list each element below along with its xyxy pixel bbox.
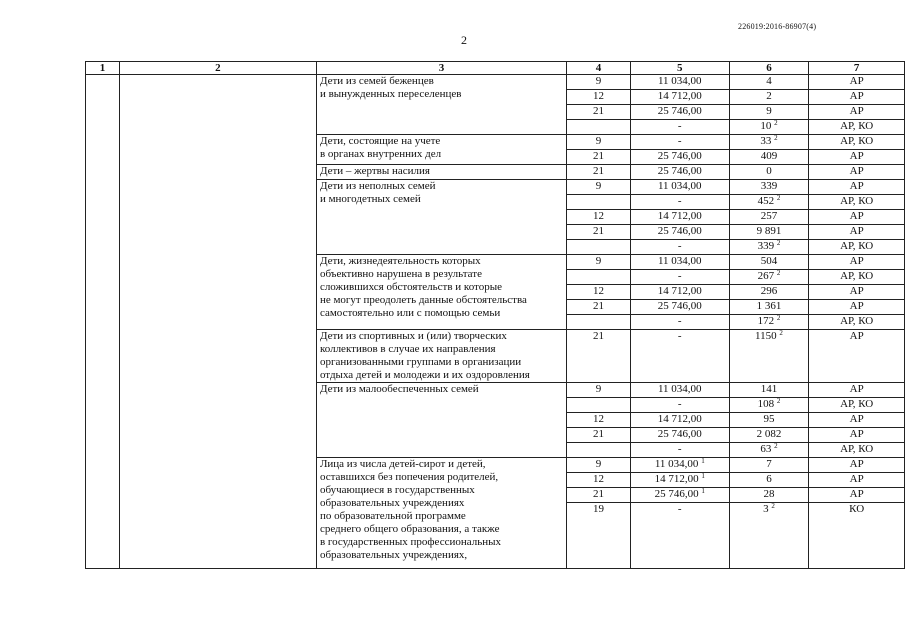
category-label-cell — [316, 458, 566, 569]
table-row — [86, 75, 905, 90]
cell-c7 — [809, 90, 905, 105]
cell-c5 — [630, 75, 729, 90]
cell-value: 14 712,00 — [657, 90, 702, 102]
cell-value: АР — [849, 488, 864, 500]
cell-c7 — [809, 240, 905, 255]
cell-c7 — [809, 473, 905, 488]
cell-c6 — [729, 240, 809, 255]
cell-value: АР, КО — [840, 315, 874, 327]
cell-value: АР, КО — [840, 240, 874, 252]
cell-value: 0 — [766, 165, 772, 177]
column-2-cell — [119, 75, 316, 569]
cell-c7 — [809, 285, 905, 300]
cell-c6 — [729, 428, 809, 443]
cell-c4 — [567, 90, 631, 105]
cell-c4 — [567, 180, 631, 195]
cell-value: 25 746,00 — [657, 150, 702, 162]
footnote-marker: 2 — [774, 134, 778, 142]
cell-value: 4 — [766, 75, 772, 87]
cell-value: АР, КО — [840, 120, 874, 132]
cell-c5 — [630, 135, 729, 150]
category-label: Лица из числа детей-сирот и детей, оставшихся без попечения родителей, обучающиеся в государственных образовательных учреждениях по образовательной программе среднего общего образования, а также в государственных профессиональных образовательных учреждениях, — [319, 458, 502, 561]
category-label-cell — [316, 75, 566, 135]
cell-value: 11 034,00 — [657, 383, 702, 395]
cell-c5 — [630, 458, 729, 473]
document-registration-number: 226019:2016-86907(4) — [738, 22, 817, 31]
cell-value: 11 034,00 — [654, 458, 699, 470]
cell-value: 12 — [593, 210, 605, 222]
cell-value: АР — [849, 413, 864, 425]
cell-value: 2 082 — [756, 428, 782, 440]
category-label: Дети, жизнедеятельность которых объективно нарушена в результате сложившихся обстоятельств и которые не могут преодолеть данные обстоятельства самостоятельно или с помощью семьи — [319, 255, 527, 319]
cell-c7 — [809, 105, 905, 120]
cell-value: 21 — [593, 105, 605, 117]
cell-c5 — [630, 225, 729, 240]
cell-value: - — [677, 443, 682, 455]
cell-value: 9 — [595, 75, 602, 87]
column-header: 2 — [119, 62, 316, 75]
cell-c5 — [630, 488, 729, 503]
cell-c7 — [809, 458, 905, 473]
cell-value: 504 — [760, 255, 778, 267]
cell-value: 267 — [757, 270, 775, 282]
cell-c7 — [809, 503, 905, 569]
cell-value: 108 — [757, 398, 775, 410]
cell-value: - — [677, 315, 682, 327]
cell-c5 — [630, 165, 729, 180]
cell-value: 9 — [595, 458, 602, 470]
cell-value: - — [677, 120, 682, 132]
cell-value: АР — [849, 255, 864, 267]
cell-value: 12 — [593, 285, 605, 297]
cell-c6 — [729, 255, 809, 270]
cell-c4 — [567, 165, 631, 180]
cell-value: АР — [849, 383, 864, 395]
cell-value: 7 — [766, 458, 772, 470]
cell-value: 339 — [760, 180, 778, 192]
cell-value: АР — [849, 473, 864, 485]
cell-c4 — [567, 383, 631, 398]
cell-c7 — [809, 255, 905, 270]
cell-c7 — [809, 210, 905, 225]
cell-c4 — [567, 150, 631, 165]
cell-value: - — [677, 135, 682, 147]
cell-c7 — [809, 180, 905, 195]
cell-c7 — [809, 195, 905, 210]
cell-c4 — [567, 413, 631, 428]
cell-value: 257 — [760, 210, 778, 222]
cell-value: 21 — [593, 300, 605, 312]
cell-value: 1 361 — [756, 300, 782, 312]
cell-value: 141 — [760, 383, 778, 395]
cell-value: 9 — [766, 105, 772, 117]
cell-value: 25 746,00 — [657, 428, 702, 440]
column-header: 7 — [809, 62, 905, 75]
category-label: Дети из малообеспеченных семей — [319, 383, 479, 395]
cell-c6 — [729, 315, 809, 330]
cell-c7 — [809, 270, 905, 285]
cell-value: 11 034,00 — [657, 255, 702, 267]
cell-value: АР — [849, 210, 864, 222]
cell-c6 — [729, 165, 809, 180]
cell-value: 12 — [593, 413, 605, 425]
cell-c7 — [809, 165, 905, 180]
cell-value: АР, КО — [840, 398, 874, 410]
cell-value: АР — [849, 180, 864, 192]
footnote-marker: 1 — [701, 472, 705, 480]
cell-value: 21 — [593, 330, 605, 342]
category-label-cell — [316, 255, 566, 330]
footnote-marker: 2 — [771, 502, 775, 510]
cell-value: 3 — [763, 503, 769, 515]
cell-value: - — [677, 240, 682, 252]
footnote-marker: 2 — [776, 239, 781, 247]
cell-value: 1150 — [755, 330, 777, 342]
cell-value: 14 712,00 — [657, 210, 702, 222]
column-header: 1 — [86, 62, 120, 75]
cell-c6 — [729, 105, 809, 120]
cell-value: 21 — [593, 150, 605, 162]
cell-c4 — [567, 105, 631, 120]
cell-c4 — [567, 255, 631, 270]
cell-value: АР, КО — [840, 270, 874, 282]
cell-c5 — [630, 90, 729, 105]
cell-value: АР — [849, 225, 864, 237]
cell-c4 — [567, 75, 631, 90]
footnote-marker: 2 — [776, 397, 781, 405]
cell-c4 — [567, 240, 631, 255]
cell-c4 — [567, 428, 631, 443]
table-header-row — [86, 62, 905, 75]
cell-c6 — [729, 383, 809, 398]
cell-c7 — [809, 300, 905, 315]
cell-c6 — [729, 503, 809, 569]
cell-c5 — [630, 180, 729, 195]
cell-c5 — [630, 428, 729, 443]
cell-c6 — [729, 398, 809, 413]
cell-c6 — [729, 443, 809, 458]
cell-value: 12 — [593, 473, 605, 485]
cell-value: 6 — [766, 473, 772, 485]
cell-c5 — [630, 398, 729, 413]
category-label: Дети из спортивных и (или) творческих коллективов в случае их направления организованными группами в организации отдыха детей и молодежи и их оздоровления — [319, 330, 530, 381]
cell-value: 9 — [595, 180, 602, 192]
footnote-marker: 2 — [774, 442, 778, 450]
cell-value: 9 — [595, 383, 602, 395]
cell-value: 9 — [595, 135, 602, 147]
cell-c7 — [809, 413, 905, 428]
cell-c6 — [729, 330, 809, 383]
cell-c5 — [630, 150, 729, 165]
column-header: 5 — [630, 62, 729, 75]
cell-c4 — [567, 330, 631, 383]
footnote-marker: 2 — [779, 329, 783, 337]
cell-c5 — [630, 330, 729, 383]
category-label: Дети – жертвы насилия — [319, 165, 430, 177]
cell-value: - — [677, 330, 682, 342]
cell-value: 95 — [763, 413, 775, 425]
cell-value: 25 746,00 — [657, 165, 702, 177]
cell-value: АР — [849, 150, 864, 162]
cell-value: 25 746,00 — [657, 105, 702, 117]
column-header: 3 — [316, 62, 566, 75]
cell-value: 21 — [593, 225, 605, 237]
cell-c5 — [630, 473, 729, 488]
cell-value: - — [677, 270, 682, 282]
cell-c7 — [809, 225, 905, 240]
cell-value: 11 034,00 — [657, 180, 702, 192]
cell-value: 2 — [766, 90, 772, 102]
cell-c5 — [630, 503, 729, 569]
cell-value: АР — [849, 285, 864, 297]
cell-value: 63 — [760, 443, 772, 455]
cell-value: АР — [849, 330, 864, 342]
cell-value: 9 891 — [756, 225, 782, 237]
cell-value: 25 746,00 — [657, 225, 702, 237]
cell-value: АР, КО — [840, 135, 874, 147]
cell-c7 — [809, 75, 905, 90]
cell-value: 172 — [757, 315, 775, 327]
footnote-marker: 2 — [776, 314, 781, 322]
cell-c7 — [809, 383, 905, 398]
cell-c5 — [630, 195, 729, 210]
cell-c4 — [567, 488, 631, 503]
cell-c7 — [809, 443, 905, 458]
category-label-cell — [316, 135, 566, 165]
cell-value: 14 712,00 — [657, 413, 702, 425]
cell-c4 — [567, 225, 631, 240]
category-label-cell — [316, 383, 566, 458]
column-1-cell — [86, 75, 120, 569]
category-label-cell — [316, 180, 566, 255]
cell-c7 — [809, 135, 905, 150]
cell-value: 339 — [757, 240, 775, 252]
cell-value: АР — [849, 90, 864, 102]
cell-c7 — [809, 120, 905, 135]
cell-value: АР — [849, 165, 864, 177]
cell-c6 — [729, 225, 809, 240]
footnote-marker: 1 — [701, 487, 705, 495]
cell-c4 — [567, 398, 631, 413]
cell-value: КО — [849, 503, 865, 515]
cell-c7 — [809, 150, 905, 165]
cell-value: 14 712,00 — [654, 473, 699, 485]
cell-value: 21 — [593, 165, 605, 177]
cell-c5 — [630, 383, 729, 398]
cell-c5 — [630, 240, 729, 255]
footnote-marker: 2 — [776, 269, 781, 277]
cell-value: 11 034,00 — [657, 75, 702, 87]
cell-value: АР — [849, 105, 864, 117]
footnote-marker: 2 — [776, 194, 781, 202]
cell-c6 — [729, 90, 809, 105]
cell-value: 409 — [760, 150, 778, 162]
cell-c6 — [729, 135, 809, 150]
cell-c5 — [630, 443, 729, 458]
cell-c4 — [567, 473, 631, 488]
cell-c4 — [567, 195, 631, 210]
cell-value: АР — [849, 428, 864, 440]
cell-value: АР, КО — [840, 443, 874, 455]
cell-c4 — [567, 443, 631, 458]
category-label: Дети из неполных семей и многодетных семей — [319, 180, 436, 205]
data-table — [85, 61, 905, 569]
cell-c4 — [567, 315, 631, 330]
cell-c4 — [567, 120, 631, 135]
cell-c7 — [809, 428, 905, 443]
cell-value: АР — [849, 75, 864, 87]
cell-c5 — [630, 210, 729, 225]
cell-value: - — [677, 398, 682, 410]
footnote-marker: 1 — [701, 457, 705, 465]
cell-value: 296 — [760, 285, 778, 297]
cell-c7 — [809, 488, 905, 503]
cell-c4 — [567, 270, 631, 285]
cell-value: 452 — [757, 195, 775, 207]
cell-c6 — [729, 270, 809, 285]
cell-value: - — [677, 195, 682, 207]
cell-c5 — [630, 413, 729, 428]
cell-c6 — [729, 75, 809, 90]
cell-c6 — [729, 473, 809, 488]
cell-c4 — [567, 458, 631, 473]
cell-value: 25 746,00 — [654, 488, 699, 500]
cell-c4 — [567, 285, 631, 300]
cell-c6 — [729, 150, 809, 165]
cell-c6 — [729, 195, 809, 210]
category-label: Дети из семей беженцев и вынужденных переселенцев — [319, 75, 462, 100]
cell-c6 — [729, 413, 809, 428]
cell-value: 9 — [595, 255, 602, 267]
table-body — [86, 75, 905, 569]
cell-value: 19 — [593, 503, 605, 515]
cell-c6 — [729, 210, 809, 225]
cell-c5 — [630, 105, 729, 120]
cell-value: 21 — [593, 428, 605, 440]
cell-c7 — [809, 315, 905, 330]
cell-value: 12 — [593, 90, 605, 102]
cell-c6 — [729, 488, 809, 503]
column-header: 4 — [567, 62, 631, 75]
cell-value: - — [677, 503, 682, 515]
cell-c5 — [630, 315, 729, 330]
category-label-cell — [316, 165, 566, 180]
page-number: 2 — [461, 33, 467, 47]
cell-value: 33 — [760, 135, 772, 147]
cell-c6 — [729, 120, 809, 135]
cell-value: 28 — [763, 488, 775, 500]
cell-c7 — [809, 330, 905, 383]
cell-c6 — [729, 285, 809, 300]
cell-c6 — [729, 458, 809, 473]
cell-c4 — [567, 503, 631, 569]
cell-value: 21 — [593, 488, 605, 500]
cell-value: 10 — [760, 120, 772, 132]
cell-c6 — [729, 180, 809, 195]
cell-c4 — [567, 300, 631, 315]
cell-value: АР — [849, 458, 864, 470]
cell-c5 — [630, 270, 729, 285]
cell-value: АР, КО — [840, 195, 874, 207]
column-header: 6 — [729, 62, 809, 75]
cell-c6 — [729, 300, 809, 315]
cell-value: 25 746,00 — [657, 300, 702, 312]
category-label: Дети, состоящие на учете в органах внутренних дел — [319, 135, 442, 160]
cell-value: 14 712,00 — [657, 285, 702, 297]
cell-c5 — [630, 255, 729, 270]
footnote-marker: 2 — [774, 119, 778, 127]
cell-c5 — [630, 120, 729, 135]
cell-c5 — [630, 285, 729, 300]
cell-c5 — [630, 300, 729, 315]
cell-c4 — [567, 135, 631, 150]
cell-c7 — [809, 398, 905, 413]
category-label-cell — [316, 330, 566, 383]
cell-c4 — [567, 210, 631, 225]
cell-value: АР — [849, 300, 864, 312]
